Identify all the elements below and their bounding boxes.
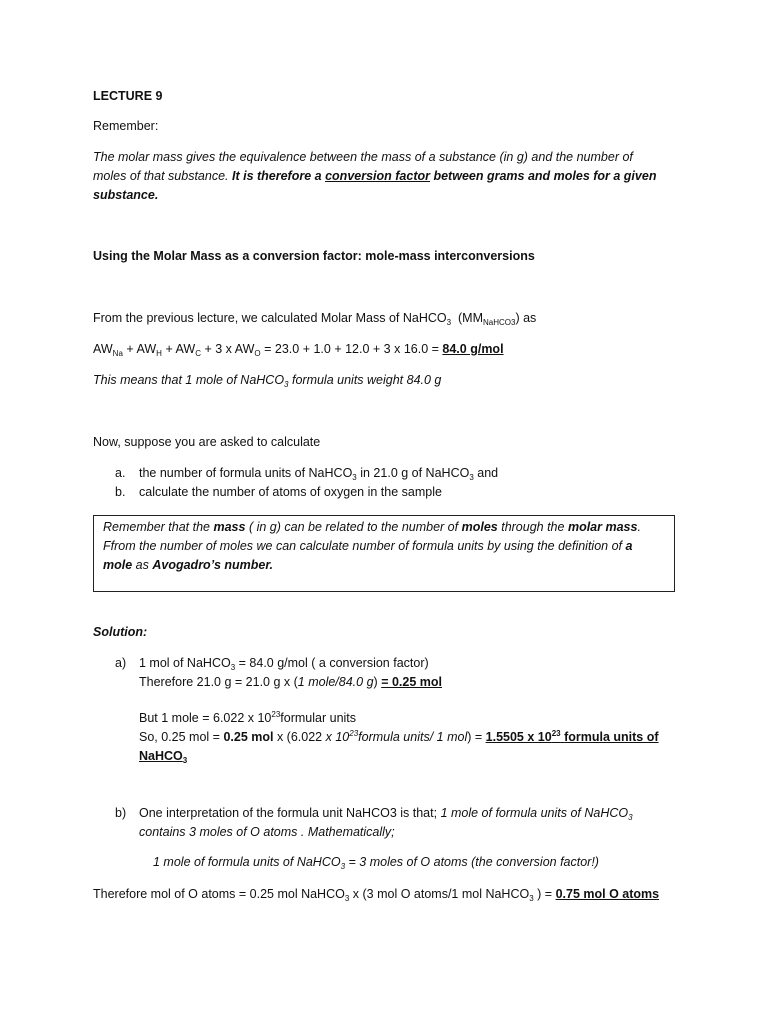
result-unit: formula units of [564,730,659,744]
section-heading: Using the Molar Mass as a conversion factor: mole-mass interconversions [93,249,535,263]
solution-text: ) [373,675,378,689]
solution-a-line-5 [139,748,187,764]
list-marker-b: b. [115,485,126,499]
final-result: 0.75 mol O atoms [555,887,660,901]
solution-text: = 84.0 g/mol ( a conversion factor) [238,656,429,670]
superscript: 23 [271,710,281,719]
statement-text-end: = 3 moles of O atoms (the conversion factor!) [348,855,599,869]
plus-sign: + [165,342,173,356]
subscript: 3 [230,663,236,672]
molar-mass-meaning [93,372,441,388]
subscript: 3 [352,473,357,482]
aw-label: AW [93,342,113,356]
subscript: Na [112,349,123,358]
formula-units-result [486,730,659,744]
solution-a-line-2 [139,674,442,690]
subscript: 3 [529,894,534,903]
reminder-a: a [625,539,633,553]
plus-sign: + [126,342,134,356]
solution-a-line-3 [139,710,356,726]
reminder-text: Ffrom the number of moles we can calculate number of formula units by using the definition of [103,539,623,553]
reminder-period: . [637,520,641,534]
list-marker-a: a. [115,466,126,480]
result-value: 1.5505 x 10 [485,730,552,744]
solution-text: x (6.022 [276,730,323,744]
superscript: 23 [551,729,561,738]
intro-emphasis: It is therefore a [231,169,322,183]
subscript: O [254,349,261,358]
reminder-moles: moles [461,520,498,534]
solution-a-line-1 [139,655,429,671]
remember-heading: Remember: [93,119,159,133]
reminder-line-3 [103,557,273,573]
solution-a-line-4 [139,729,659,745]
mm-as: ) as [515,311,537,325]
conversion-ratio: 1 mole/84.0 g [297,675,374,689]
aw-label: AW [136,342,157,356]
molar-mass-intro-text: From the previous lecture, we calculated Molar Mass of NaHCO [93,311,447,325]
final-text: x (3 mol O atoms/1 mol NaHCO [352,887,530,901]
result-formula: NaHCO [139,749,183,763]
solution-marker-a: a) [115,656,127,670]
reminder-text: ( in g) can be related to the number of [248,520,459,534]
solution-b-line-1 [139,805,633,821]
reminder-text: Remember that the [103,520,210,534]
molar-mass-result: 84.0 g/mol [442,342,504,356]
statement-text: 1 mole of formula units of NaHCO [153,855,341,869]
aw-label: AW [234,342,255,356]
final-text: ) = [537,887,553,901]
intro-line-3: substance. [93,188,159,202]
solution-heading: Solution: [93,625,148,639]
subscript: 3 [340,862,346,871]
reminder-line-2 [103,538,632,554]
conversion-factor-term: conversion factor [325,169,430,183]
reminder-mole: mole [103,558,133,572]
mm-label: (MM [458,311,484,325]
equation-values: = 23.0 + 1.0 + 12.0 + 3 x 16.0 = [264,342,439,356]
solution-italic: 1 mole of formula units of NaHCO [440,806,629,820]
solution-italic: formula units/ 1 mol [358,730,468,744]
task-a-text: the number of formula units of NaHCO [139,466,353,480]
solution-text: ) = [467,730,483,744]
solution-text: Therefore 21.0 g = 21.0 g x ( [139,675,298,689]
task-item-a [139,465,498,481]
task-item-b: calculate the number of atoms of oxygen in the sample [139,485,442,499]
subscript: 3 [344,894,350,903]
molar-mass-equation [93,341,504,357]
solution-marker-b: b) [115,806,127,820]
intro-emphasis-end: between grams and moles for a given [433,169,657,183]
subscript: C [195,349,201,358]
subscript: H [156,349,162,358]
subscript: 3 [469,473,474,482]
subscript: 3 [628,813,633,822]
reminder-text: through the [501,520,565,534]
subscript: NaHCO3 [483,318,516,327]
intro-line-2 [93,168,656,184]
solution-text: One interpretation of the formula unit NaHCO3 is that; [139,806,438,820]
intro-line-1: The molar mass gives the equivalence between the mass of a substance (in g) and the number of [93,150,633,164]
task-intro: Now, suppose you are asked to calculate [93,435,321,449]
task-a-text-3: and [477,466,499,480]
reminder-text: as [135,558,149,572]
final-calculation [93,886,659,902]
subscript: 3 [446,318,452,327]
meaning-text: This means that 1 mole of NaHCO [93,373,285,387]
conversion-factor-statement [153,854,599,870]
solution-italic: x 10 [325,730,350,744]
solution-text: formular units [280,711,357,725]
solution-text: So, 0.25 mol = [139,730,220,744]
lecture-title: LECTURE 9 [93,89,163,103]
meaning-text-end: formula units weight 84.0 g [291,373,442,387]
subscript: 3 [284,380,289,389]
subscript: 3 [182,756,188,765]
reminder-line-1 [103,519,641,535]
solution-text: 1 mol of NaHCO [139,656,231,670]
molar-mass-intro [93,310,536,326]
final-text: Therefore mol of O atoms = 0.25 mol NaHCO [93,887,345,901]
intro-text: moles of that substance. [93,169,229,183]
aw-label: AW [175,342,196,356]
solution-b-line-2: contains 3 moles of O atoms . Mathematically; [139,825,395,839]
times-three: + 3 x [204,342,232,356]
reminder-avogadro: Avogadro’s number. [152,558,273,572]
moles-result: = 0.25 mol [381,675,442,689]
task-a-text-2: in 21.0 g of NaHCO [360,466,470,480]
solution-text: But 1 mole = 6.022 x 10 [139,711,272,725]
reminder-molar-mass: molar mass [567,520,638,534]
superscript: 23 [349,729,359,738]
reminder-mass: mass [213,520,246,534]
solution-bold: 0.25 mol [223,730,274,744]
